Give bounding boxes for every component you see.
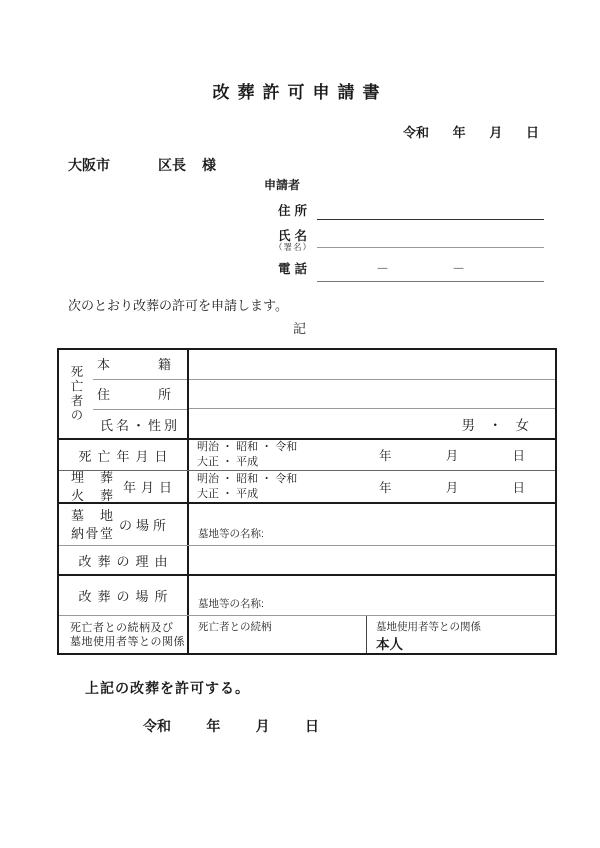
honorific: 様: [202, 157, 216, 173]
era-label: 令和: [403, 125, 430, 140]
name-sex-value-cell: [189, 408, 555, 438]
phone-dash-2: －: [452, 261, 466, 276]
death-month-label: 月: [445, 449, 459, 463]
approval-day-label: 日: [304, 718, 319, 734]
applicant-phone-line: [317, 281, 544, 282]
burial-day-label: 日: [512, 480, 525, 495]
name-sex-label: 氏名・性別: [93, 409, 187, 438]
reason-label: 改葬の理由: [59, 546, 189, 574]
death-day-label: 日: [512, 449, 525, 463]
grave-user-relation-header: 墓地使用者等との関係: [376, 621, 481, 633]
grave-label-line1: 墓地: [71, 508, 113, 523]
death-era-line1: 明治 ・ 昭和 ・ 令和: [197, 441, 298, 453]
deceased-address-label: 住所: [93, 379, 187, 409]
applicant-address-line: [317, 219, 544, 220]
approval-statement: 上記の改葬を許可する。: [85, 680, 250, 696]
death-era-line2: 大正 ・ 平成: [197, 456, 259, 468]
relationship-label-line1: 死亡者との続柄及び: [70, 621, 174, 634]
burial-era-line2: 大正 ・ 平成: [197, 487, 259, 500]
grave-label-line2: 納骨堂: [71, 526, 113, 541]
applicant-heading: 申請者: [264, 178, 301, 192]
ward-title: 区長: [158, 157, 186, 173]
kinship-header: 死亡者との続柄: [198, 621, 272, 633]
phone-dash-1: －: [376, 261, 390, 276]
approval-year-label: 年: [206, 718, 221, 734]
burial-year-label: 年: [379, 480, 392, 495]
death-year-label: 年: [379, 449, 392, 463]
city-name: 大阪市: [68, 157, 110, 173]
table-row-relationship: [59, 615, 555, 653]
approval-era-label: 令和: [143, 718, 171, 734]
table-row-grave-location: [59, 502, 555, 545]
gender-options: 男 ・ 女: [461, 417, 529, 433]
application-date-line: [403, 122, 539, 141]
table-row-deceased: [59, 350, 555, 438]
approval-date-line: [143, 716, 319, 736]
declaration-text: 次のとおり改葬の許可を申請します。: [68, 298, 288, 313]
addressee-line: [68, 155, 216, 175]
application-table: [57, 348, 557, 655]
applicant-name-line: [317, 247, 544, 248]
month-label: 月: [489, 125, 503, 140]
burial-label-line2: 火葬: [71, 488, 113, 503]
deceased-address-value-cell: [189, 379, 555, 409]
applicant-address-label: 住所: [278, 204, 312, 218]
grave-name-note: 墓地等の名称:: [198, 528, 264, 540]
applicant-name-label: 氏名: [278, 229, 312, 243]
grave-label-suffix: の場所: [119, 518, 171, 533]
burial-label-line1: 埋葬: [71, 470, 113, 485]
approval-month-label: 月: [255, 718, 270, 734]
relationship-label-line2: 墓地使用者等との関係: [70, 635, 185, 648]
ki-marker: 記: [292, 321, 307, 336]
table-row-reburial-reason: [59, 545, 555, 574]
table-row-death-date: [59, 438, 555, 470]
day-label: 日: [525, 125, 539, 140]
death-date-label: 死亡年月日: [59, 440, 189, 470]
burial-era-line1: 明治 ・ 昭和 ・ 令和: [197, 472, 298, 485]
burial-month-label: 月: [445, 480, 459, 495]
reburial-location-label: 改葬の場所: [59, 576, 189, 615]
table-row-reburial-location: [59, 574, 555, 615]
registry-value-cell: [189, 350, 555, 379]
applicant-signature-sublabel: （署名）: [274, 242, 313, 252]
applicant-phone-label: 電話: [278, 262, 312, 276]
deceased-vertical-label: 死亡者の: [69, 365, 83, 423]
burial-label-suffix: 年月日: [123, 480, 178, 495]
grave-user-relation-value: 本人: [376, 637, 403, 652]
page-title: 改葬許可申請書: [212, 83, 388, 102]
reburial-name-note: 墓地等の名称:: [198, 598, 264, 610]
year-label: 年: [452, 125, 466, 140]
registry-label: 本籍: [97, 357, 171, 372]
table-row-burial-date: [59, 470, 555, 502]
reason-value-cell: [189, 546, 555, 574]
